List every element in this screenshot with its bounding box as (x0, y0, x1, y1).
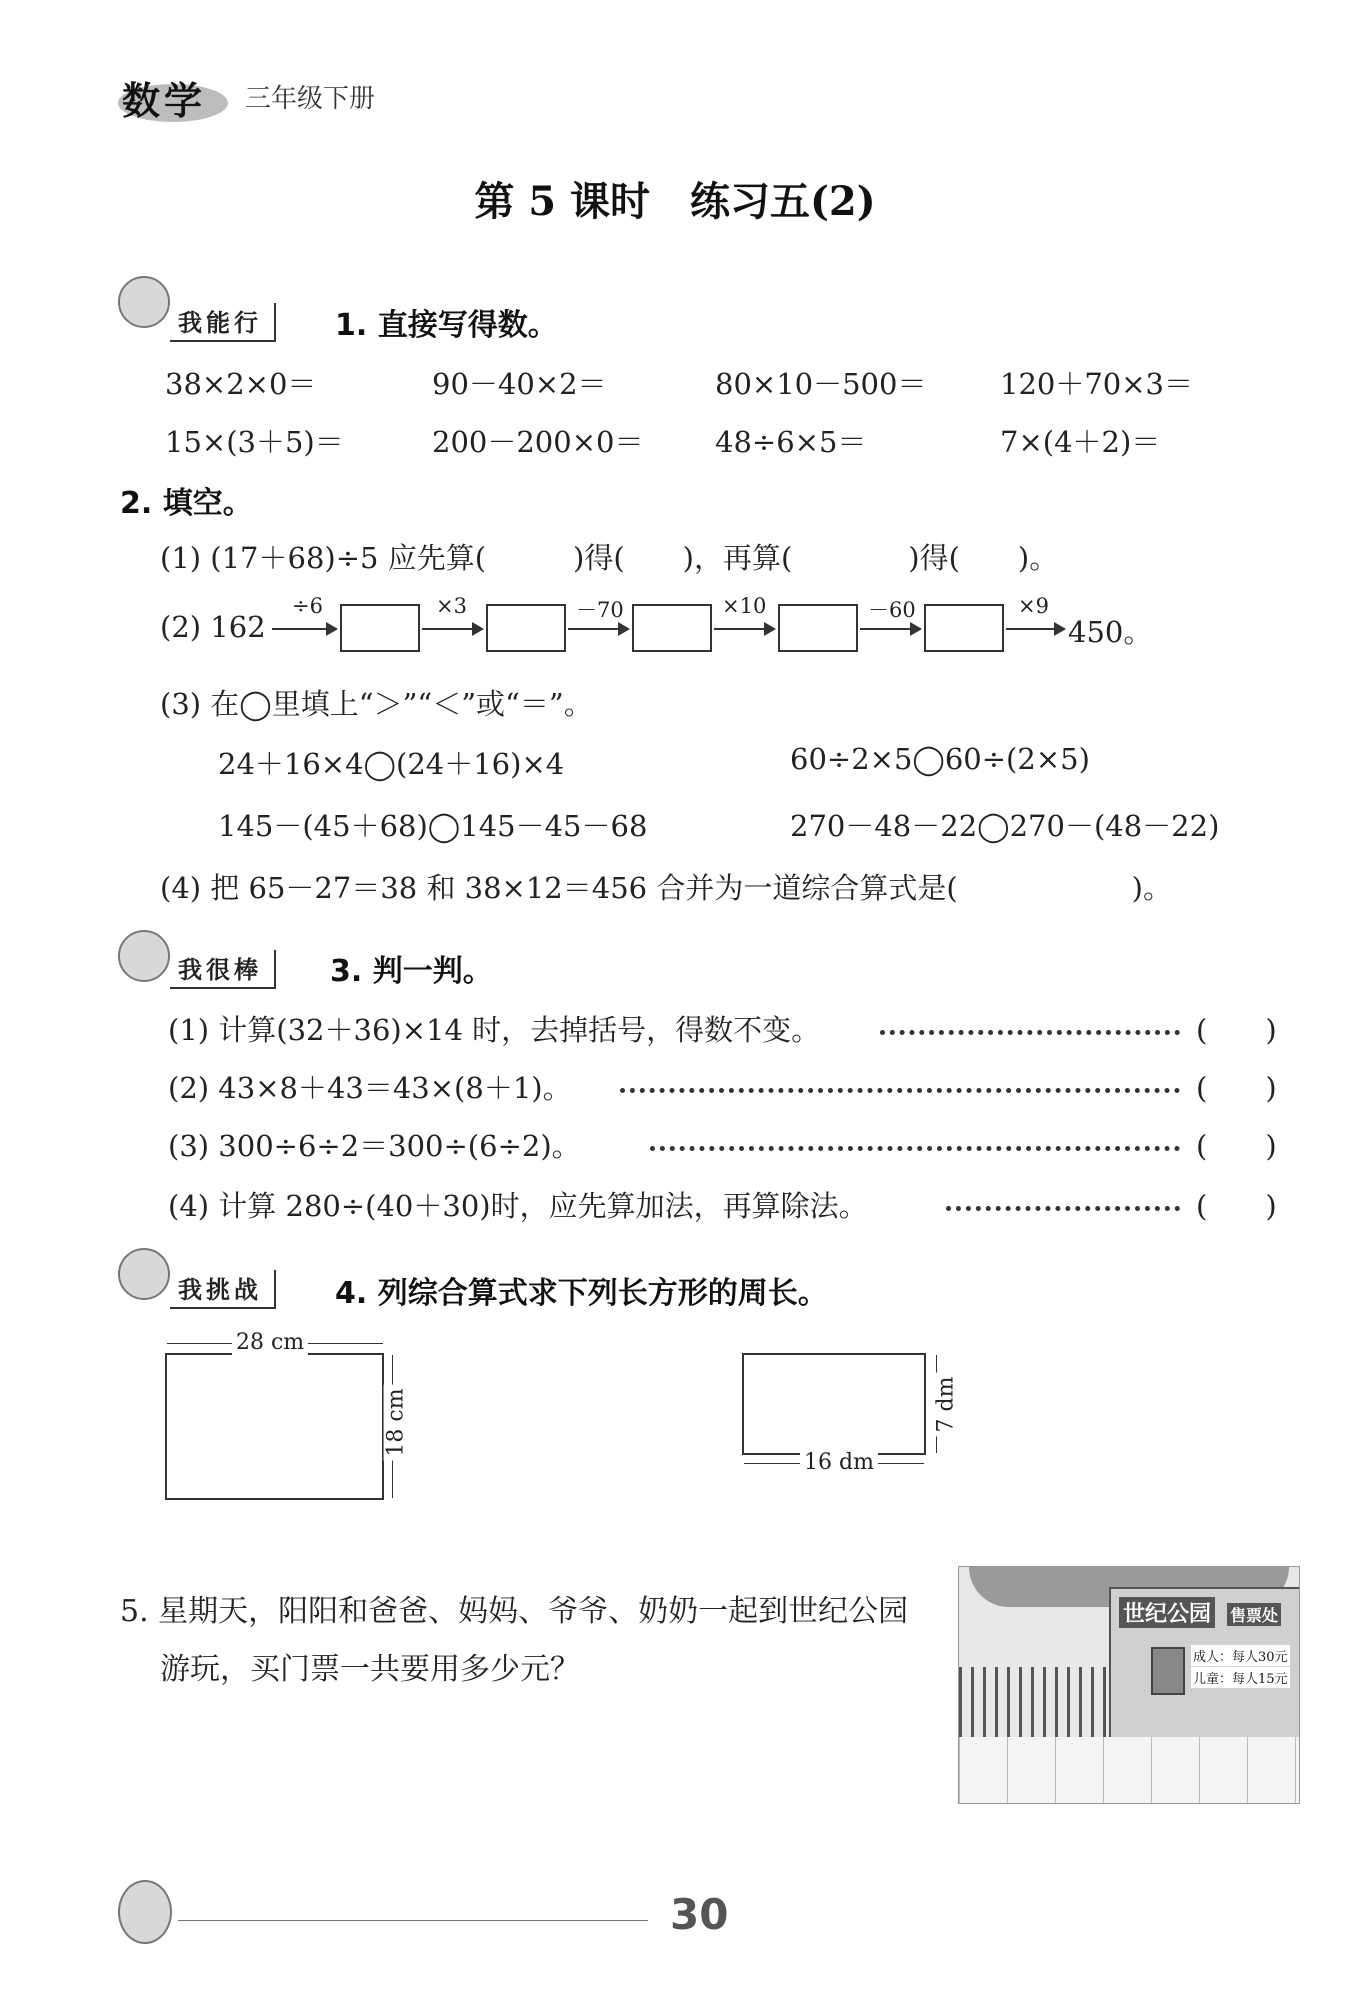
rect2-height-label: 7 dm (933, 1373, 958, 1437)
section-badge-2: 我很棒 (170, 950, 276, 989)
footer-mascot-icon (118, 1880, 172, 1944)
answer-paren[interactable]: ( ) (1196, 1189, 1277, 1223)
page-number: 30 (670, 1890, 729, 1939)
q1-equation: 90－40×2＝ (432, 367, 607, 401)
subject-title: 数学 (122, 79, 207, 123)
question-3-title: 3. 判一判。 (330, 954, 493, 989)
child-price: 儿童：每人15元 (1191, 1667, 1290, 1688)
adult-price: 成人：每人30元 (1191, 1645, 1290, 1666)
chain-arrow (714, 628, 774, 630)
section-badge-3: 我挑战 (170, 1270, 276, 1309)
chain-operator: ×10 (722, 594, 767, 618)
dotted-leader (620, 1088, 1180, 1093)
compare-item: 145－(45＋68)◯145－45－68 (218, 809, 648, 843)
q1-equation: 120＋70×3＝ (1000, 367, 1194, 401)
answer-paren[interactable]: ( ) (1196, 1129, 1277, 1163)
chain-arrow (422, 628, 482, 630)
judge-item: (2) 43×8＋43＝43×(8＋1)。 (168, 1071, 572, 1105)
judge-item: (4) 计算 280÷(40＋30)时，应先算加法，再算除法。 (168, 1189, 868, 1223)
booth-sign: 售票处 (1227, 1603, 1281, 1626)
q2-part-2-start: (2) 162 (160, 610, 266, 644)
mascot-icon (118, 1248, 170, 1300)
chain-operator: ÷6 (292, 594, 323, 618)
ticket-booth-illustration (958, 1566, 1300, 1804)
q1-equation: 200－200×0＝ (432, 425, 644, 459)
chain-operator: ×9 (1018, 594, 1049, 618)
q2-part-1: (1) (17＋68)÷5 应先算( )得( )，再算( )得( )。 (160, 541, 1059, 575)
compare-item: 24＋16×4◯(24＋16)×4 (218, 747, 565, 781)
chain-arrow (1006, 628, 1064, 630)
question-2-title: 2. 填空。 (120, 486, 253, 521)
compare-item: 60÷2×5◯60÷(2×5) (790, 742, 1090, 776)
rectangle-2 (742, 1353, 926, 1455)
chain-arrow (272, 628, 336, 630)
dotted-leader (650, 1146, 1180, 1151)
answer-box[interactable] (924, 604, 1004, 652)
q2-part-4: (4) 把 65－27＝38 和 38×12＝456 合并为一道综合算式是( )。 (160, 871, 1172, 905)
judge-item: (1) 计算(32＋36)×14 时，去掉括号，得数不变。 (168, 1013, 821, 1047)
chain-arrow (568, 628, 628, 630)
answer-box[interactable] (778, 604, 858, 652)
answer-box[interactable] (632, 604, 712, 652)
answer-paren[interactable]: ( ) (1196, 1071, 1277, 1105)
question-5-line-1: 5. 星期天，阳阳和爸爸、妈妈、爷爷、奶奶一起到世纪公园 (120, 1594, 909, 1629)
footer-rule (178, 1920, 648, 1921)
question-5-line-2: 游玩，买门票一共要用多少元？ (160, 1652, 580, 1687)
grade-label: 三年级下册 (245, 84, 376, 114)
mascot-icon (118, 276, 170, 328)
chain-operator: －70 (576, 598, 624, 622)
rect1-height-label: 18 cm (384, 1384, 409, 1460)
mascot-icon (118, 930, 170, 982)
chain-arrow (860, 628, 920, 630)
park-sign: 世纪公园 (1119, 1597, 1215, 1628)
answer-paren[interactable]: ( ) (1196, 1013, 1277, 1047)
chain-operator: －60 (868, 598, 916, 622)
q1-equation: 15×(3＋5)＝ (165, 425, 344, 459)
chain-operator: ×3 (436, 594, 467, 618)
q1-equation: 38×2×0＝ (165, 367, 317, 401)
question-1-title: 1. 直接写得数。 (335, 308, 558, 343)
dotted-leader (880, 1030, 1180, 1035)
q1-equation: 80×10－500＝ (715, 367, 927, 401)
q2-part-3: (3) 在◯里填上“＞”“＜”或“＝”。 (160, 687, 593, 721)
rect1-width-label: 28 cm (232, 1330, 308, 1355)
compare-item: 270－48－22◯270－(48－22) (790, 809, 1220, 843)
park-fence (959, 1667, 1109, 1737)
rect2-width-label: 16 dm (800, 1450, 878, 1475)
answer-box[interactable] (340, 604, 420, 652)
section-badge-1: 我能行 (170, 303, 276, 342)
q2-part-2-end: 450。 (1068, 615, 1153, 649)
judge-item: (3) 300÷6÷2＝300÷(6÷2)。 (168, 1129, 581, 1163)
q1-equation: 48÷6×5＝ (715, 425, 867, 459)
ticket-window (1151, 1647, 1185, 1695)
dotted-leader (946, 1206, 1180, 1211)
question-4-title: 4. 列综合算式求下列长方形的周长。 (335, 1276, 828, 1311)
pavement (959, 1737, 1299, 1803)
answer-box[interactable] (486, 604, 566, 652)
rectangle-1 (165, 1353, 384, 1500)
q1-equation: 7×(4＋2)＝ (1000, 425, 1161, 459)
lesson-title: 第 5 课时 练习五(2) (474, 178, 876, 225)
